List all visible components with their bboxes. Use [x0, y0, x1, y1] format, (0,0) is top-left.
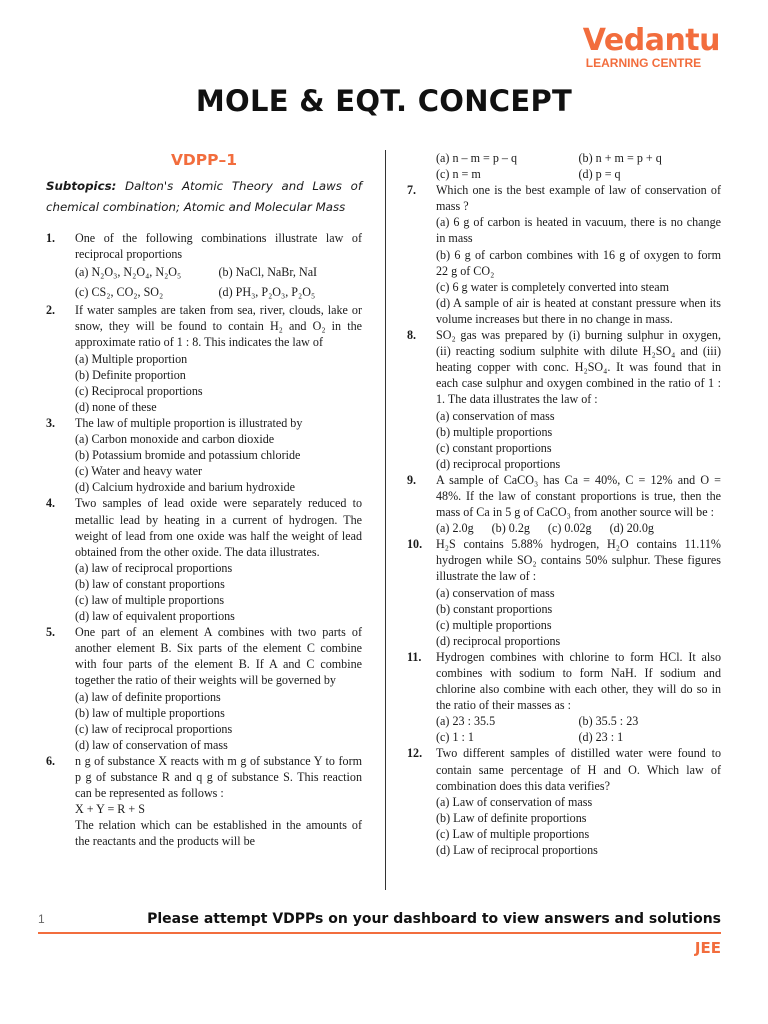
option-b: (b) law of constant proportions — [75, 576, 225, 591]
option-d: (d) none of these — [75, 399, 157, 414]
option-a: (a) 6 g of carbon is heated in vacuum, there is no change in mass — [436, 215, 721, 246]
option-a: (a) Law of conservation of mass — [436, 794, 593, 809]
option-d: (d) reciprocal proportions — [436, 633, 561, 648]
question-6-options — [407, 150, 721, 182]
option-c: (c) constant proportions — [436, 440, 552, 455]
option-a: (a) conservation of mass — [436, 408, 555, 423]
left-column — [46, 150, 362, 849]
question-text: SO₂ gas was prepared by (i) burning sulphur in oxygen, (ii) reacting sodium sulphite with dilute H₂SO₄ and (iii) heating copper with conc. H₂SO₄. It was found that in each case sulphur and oxygen combined in the ratio of 1 : 1. The data illustrates the law of : — [436, 328, 721, 407]
option-b: (b) Law of definite proportions — [436, 810, 587, 825]
question-2 — [46, 302, 362, 415]
right-column — [407, 150, 721, 858]
option-d: (d) reciprocal proportions — [436, 456, 561, 471]
option-b: (b) 6 g of carbon combines with 16 g of oxygen to form 22 g of CO₂ — [436, 247, 721, 278]
question-number: 6. — [46, 753, 56, 768]
subtopics — [46, 176, 362, 218]
exam-tag: JEE — [694, 939, 721, 957]
option-b: (b) Definite proportion — [75, 367, 186, 382]
question-text: Two samples of lead oxide were separately reduced to metallic lead by heating in a current of hydrogen. The weight of lead from one oxide was half the weight of lead obtained from the other oxide. The data illustrates. — [75, 496, 362, 559]
page-number: 1 — [38, 912, 45, 926]
question-number: 5. — [46, 625, 56, 640]
option-d: (d) PH₃, P₂O₃, P₂O₅ — [218, 285, 316, 300]
option-b: (b) law of multiple proportions — [75, 705, 225, 720]
option-b: (b) constant proportions — [436, 601, 553, 616]
option-c: (c) 1 : 1 — [436, 730, 474, 745]
question-text: Two different samples of distilled water were found to contain same percentage of H and O. Which law of combination does this data verifies? — [436, 746, 721, 793]
option-a: (a) N₂O₃, N₂O₄, N₂O₅ — [75, 265, 182, 280]
question-6 — [46, 753, 362, 850]
option-b: (b) 0.2g — [491, 521, 530, 536]
reaction-equation: X + Y = R + S — [75, 802, 145, 817]
option-c: (c) law of multiple proportions — [75, 592, 225, 607]
option-d: (d) A sample of air is heated at constant pressure when its volume increases but there in no change in mass. — [436, 295, 721, 326]
option-d: (d) Law of reciprocal proportions — [436, 843, 598, 858]
option-d: (d) 20.0g — [609, 521, 654, 536]
option-d: (d) law of equivalent proportions — [75, 609, 235, 624]
question-12 — [407, 745, 721, 858]
option-a: (a) 2.0g — [436, 521, 474, 536]
option-c: (c) 6 g water is completely converted into steam — [436, 279, 670, 294]
vedantu-logo — [582, 23, 720, 70]
option-d: (d) Calcium hydroxide and barium hydroxide — [75, 480, 295, 495]
question-11 — [407, 649, 721, 746]
option-d: (d) p = q — [578, 167, 621, 182]
question-number: 10. — [407, 537, 423, 552]
question-text: Hydrogen combines with chlorine to form HCl. It also combines with sodium to form NaH. If sodium and chlorine also combine with each other, they will do so in the ratio of their masses as : — [436, 649, 721, 713]
option-d: (d) law of conservation of mass — [75, 737, 228, 752]
option-b: (b) Potassium bromide and potassium chloride — [75, 448, 301, 463]
question-text: H₂S contains 5.88% hydrogen, H₂O contains 11.11% hydrogen while SO₂ contains 50% sulphur. These figures illustrate the law of : — [436, 537, 721, 584]
option-a: (a) n – m = p – q — [436, 151, 518, 165]
question-8 — [407, 327, 721, 472]
subtopics-text: Dalton's Atomic Theory and Laws of chemical combination; Atomic and Molecular Mass — [46, 179, 363, 215]
option-c: (c) Reciprocal proportions — [75, 383, 203, 398]
option-a: (a) law of reciprocal proportions — [75, 560, 233, 575]
question-number: 11. — [407, 649, 422, 664]
option-b: (b) multiple proportions — [436, 424, 553, 439]
option-a: (a) law of definite proportions — [75, 689, 221, 704]
question-text: Which one is the best example of law of conservation of mass ? — [436, 183, 721, 214]
question-number: 8. — [407, 328, 417, 343]
logo-sub: LEARNING CENTRE — [585, 56, 702, 70]
question-number: 4. — [46, 496, 56, 511]
question-3 — [46, 415, 362, 495]
option-a: (a) Multiple proportion — [75, 351, 188, 366]
question-5 — [46, 624, 362, 753]
question-1 — [46, 230, 362, 302]
option-c: (c) law of reciprocal proportions — [75, 721, 233, 736]
footer-notice: Please attempt VDPPs on your dashboard to view answers and solutions — [147, 911, 721, 927]
option-c: (c) multiple proportions — [436, 617, 552, 632]
option-b: (b) n + m = p + q — [578, 151, 662, 165]
option-c: (c) n = m — [436, 167, 481, 182]
question-number: 3. — [46, 415, 56, 430]
column-divider — [385, 150, 386, 890]
option-a: (a) Carbon monoxide and carbon dioxide — [75, 432, 275, 447]
question-text: A sample of CaCO₃ has Ca = 40%, C = 12% and O = 48%. If the law of constant proportions is true, then the mass of Ca in 5 g of CaCO₃ from another source will be : — [436, 472, 721, 520]
vdpp-heading: VDPP–1 — [170, 151, 238, 169]
question-7 — [407, 182, 721, 327]
option-d: (d) 23 : 1 — [578, 730, 624, 745]
question-number: 2. — [46, 303, 56, 318]
option-c: (c) 0.02g — [547, 521, 592, 536]
question-4 — [46, 495, 362, 624]
option-b: (b) 35.5 : 23 — [578, 714, 639, 729]
option-a: (a) 23 : 35.5 — [436, 714, 496, 729]
question-number: 9. — [407, 472, 417, 487]
page-title: MOLE & EQT. CONCEPT — [195, 84, 573, 118]
question-text: One part of an element A combines with two parts of another element B. Six parts of the element C combine with four parts of the element B. If A and C combine together the ratio of their weights will be governed by — [75, 625, 362, 688]
footer-rule — [38, 932, 721, 934]
question-number: 12. — [407, 746, 423, 761]
question-9 — [407, 472, 721, 536]
question-10 — [407, 536, 721, 649]
option-a: (a) conservation of mass — [436, 585, 555, 600]
question-text: One of the following combinations illustrate law of reciprocal proportions — [75, 231, 362, 262]
question-number: 1. — [46, 231, 56, 246]
option-c: (c) CS₂, CO₂, SO₂ — [75, 285, 164, 300]
question-text-continued: The relation which can be established in the amounts of the reactants and the products will be — [75, 818, 362, 849]
option-c: (c) Law of multiple proportions — [436, 826, 590, 841]
question-text: n g of substance X reacts with m g of substance Y to form p g of substance R and q g of substance S. This reaction can be represented as follows : — [75, 753, 362, 801]
option-c: (c) Water and heavy water — [75, 464, 203, 479]
subtopics-label: Subtopics: — [46, 179, 117, 194]
question-text: If water samples are taken from sea, river, clouds, lake or snow, they will be found to contain H₂ and O₂ in the approximate ratio of 1 : 8. This indicates the law of — [75, 303, 362, 350]
question-text: The law of multiple proportion is illustrated by — [75, 415, 303, 430]
logo-name: Vedantu — [582, 23, 720, 58]
option-b: (b) NaCl, NaBr, NaI — [218, 265, 318, 280]
question-number: 7. — [407, 183, 417, 198]
